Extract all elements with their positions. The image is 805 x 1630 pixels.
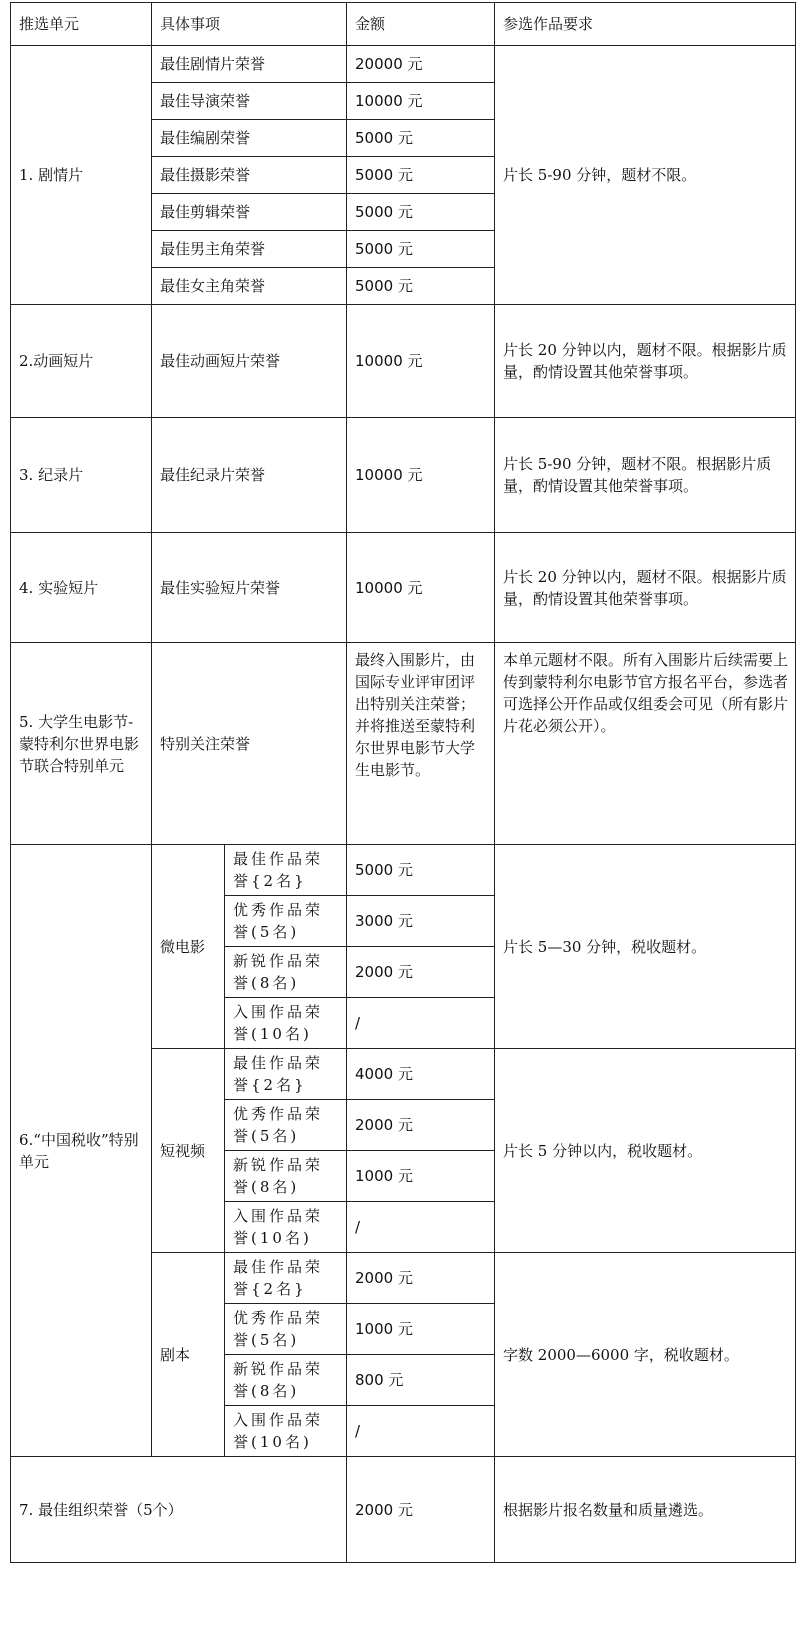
amount-cell: 4000 元 bbox=[347, 1049, 495, 1100]
requirement-cell: 片长 20 分钟以内，题材不限。根据影片质量，酌情设置其他荣誉事项。 bbox=[495, 305, 796, 418]
amount-cell: 10000 元 bbox=[347, 83, 495, 120]
amount-cell: / bbox=[347, 998, 495, 1049]
item-cell: 新锐作品荣誉(8名) bbox=[225, 1151, 347, 1202]
requirement-cell: 片长 5 分钟以内，税收题材。 bbox=[495, 1049, 796, 1253]
table-row bbox=[11, 305, 796, 418]
amount-cell: 2000 元 bbox=[347, 1253, 495, 1304]
item-cell: 最佳作品荣誉{2名} bbox=[225, 1253, 347, 1304]
amount-cell: 3000 元 bbox=[347, 896, 495, 947]
header-amount: 金额 bbox=[347, 3, 495, 46]
item-cell: 最佳作品荣誉{2名} bbox=[225, 845, 347, 896]
item-cell: 最佳实验短片荣誉 bbox=[152, 533, 347, 643]
amount-cell: 最终入围影片，由国际专业评审团评出特别关注荣誉；并将推送至蒙特利尔世界电影节大学生电影节。 bbox=[347, 643, 495, 845]
table-row bbox=[11, 845, 796, 896]
item-cell: 最佳剧情片荣誉 bbox=[152, 46, 347, 83]
unit-name: 1. 剧情片 bbox=[11, 46, 152, 305]
category-cell: 微电影 bbox=[152, 845, 225, 1049]
item-cell: 优秀作品荣誉(5名) bbox=[225, 1100, 347, 1151]
table-header-row bbox=[11, 3, 796, 46]
unit-name: 5. 大学生电影节-蒙特利尔世界电影节联合特别单元 bbox=[11, 643, 152, 845]
unit-name: 3. 纪录片 bbox=[11, 418, 152, 533]
unit-name: 2.动画短片 bbox=[11, 305, 152, 418]
item-cell: 最佳纪录片荣誉 bbox=[152, 418, 347, 533]
header-item: 具体事项 bbox=[152, 3, 347, 46]
header-unit: 推选单元 bbox=[11, 3, 152, 46]
item-cell: 最佳剪辑荣誉 bbox=[152, 194, 347, 231]
item-cell: 新锐作品荣誉(8名) bbox=[225, 1355, 347, 1406]
amount-cell: 5000 元 bbox=[347, 120, 495, 157]
unit-name: 6.“中国税收”特别单元 bbox=[11, 845, 152, 1457]
table-row bbox=[11, 418, 796, 533]
item-cell: 入围作品荣誉(10名) bbox=[225, 998, 347, 1049]
amount-cell: 1000 元 bbox=[347, 1304, 495, 1355]
requirement-cell: 片长 5—30 分钟，税收题材。 bbox=[495, 845, 796, 1049]
table-row bbox=[11, 643, 796, 845]
item-cell: 最佳女主角荣誉 bbox=[152, 268, 347, 305]
header-requirement: 参选作品要求 bbox=[495, 3, 796, 46]
awards-table bbox=[10, 2, 796, 1563]
table-row bbox=[11, 1457, 796, 1563]
amount-cell: 1000 元 bbox=[347, 1151, 495, 1202]
item-cell: 特别关注荣誉 bbox=[152, 643, 347, 845]
amount-cell: 5000 元 bbox=[347, 268, 495, 305]
requirement-cell: 片长 5-90 分钟，题材不限。 bbox=[495, 46, 796, 305]
item-cell: 最佳动画短片荣誉 bbox=[152, 305, 347, 418]
amount-cell: / bbox=[347, 1202, 495, 1253]
amount-cell: 2000 元 bbox=[347, 1100, 495, 1151]
amount-cell: 5000 元 bbox=[347, 194, 495, 231]
requirement-cell: 字数 2000—6000 字，税收题材。 bbox=[495, 1253, 796, 1457]
requirement-cell: 根据影片报名数量和质量遴选。 bbox=[495, 1457, 796, 1563]
item-cell: 入围作品荣誉(10名) bbox=[225, 1202, 347, 1253]
item-cell: 优秀作品荣誉(5名) bbox=[225, 1304, 347, 1355]
amount-cell: 10000 元 bbox=[347, 533, 495, 643]
amount-cell: 10000 元 bbox=[347, 305, 495, 418]
requirement-cell: 片长 20 分钟以内，题材不限。根据影片质量，酌情设置其他荣誉事项。 bbox=[495, 533, 796, 643]
amount-cell: 20000 元 bbox=[347, 46, 495, 83]
category-cell: 短视频 bbox=[152, 1049, 225, 1253]
requirement-cell: 本单元题材不限。所有入围影片后续需要上传到蒙特利尔电影节官方报名平台，参选者可选择公开作品或仅组委会可见（所有影片片花必须公开）。 bbox=[495, 643, 796, 845]
item-cell: 最佳导演荣誉 bbox=[152, 83, 347, 120]
requirement-cell: 片长 5-90 分钟，题材不限。根据影片质量，酌情设置其他荣誉事项。 bbox=[495, 418, 796, 533]
amount-cell: 5000 元 bbox=[347, 231, 495, 268]
item-cell: 新锐作品荣誉(8名) bbox=[225, 947, 347, 998]
category-cell: 剧本 bbox=[152, 1253, 225, 1457]
amount-cell: 10000 元 bbox=[347, 418, 495, 533]
unit-name: 4. 实验短片 bbox=[11, 533, 152, 643]
item-cell: 优秀作品荣誉(5名) bbox=[225, 896, 347, 947]
item-cell: 入围作品荣誉(10名) bbox=[225, 1406, 347, 1457]
amount-cell: 800 元 bbox=[347, 1355, 495, 1406]
table-row bbox=[11, 46, 796, 83]
amount-cell: 2000 元 bbox=[347, 947, 495, 998]
amount-cell: 2000 元 bbox=[347, 1457, 495, 1563]
item-cell: 最佳摄影荣誉 bbox=[152, 157, 347, 194]
table-row bbox=[11, 533, 796, 643]
item-cell: 最佳编剧荣誉 bbox=[152, 120, 347, 157]
amount-cell: 5000 元 bbox=[347, 157, 495, 194]
amount-cell: 5000 元 bbox=[347, 845, 495, 896]
unit-name: 7. 最佳组织荣誉（5个） bbox=[11, 1457, 347, 1563]
amount-cell: / bbox=[347, 1406, 495, 1457]
item-cell: 最佳男主角荣誉 bbox=[152, 231, 347, 268]
item-cell: 最佳作品荣誉{2名} bbox=[225, 1049, 347, 1100]
